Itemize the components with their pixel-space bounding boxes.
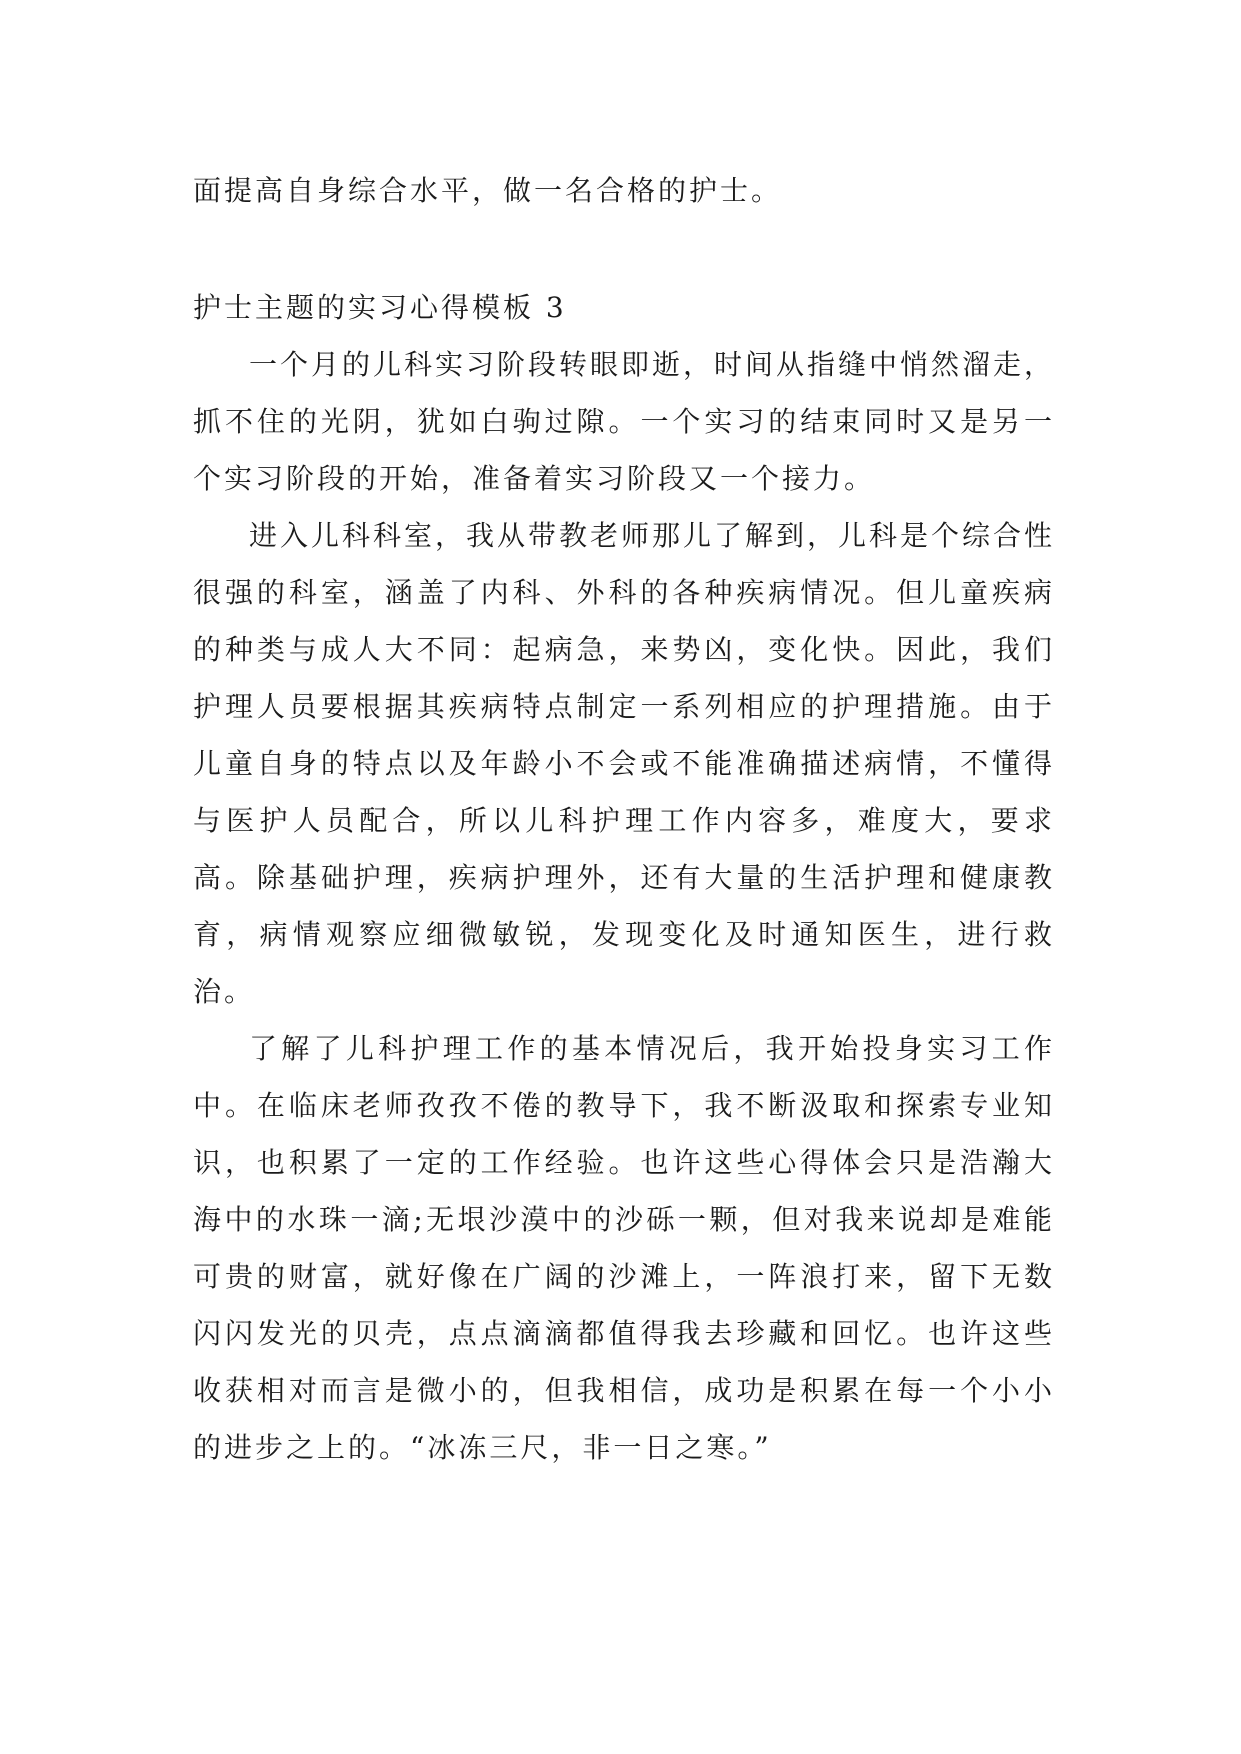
section-body bbox=[193, 336, 1055, 1476]
paragraph-1: 一个月的儿科实习阶段转眼即逝，时间从指缝中悄然溜走，抓不住的光阴，犹如白驹过隙。一个实习的结束同时又是另一个实习阶段的开始，准备着实习阶段又一个接力。 bbox=[193, 348, 1056, 495]
paragraph-3: 了解了儿科护理工作的基本情况后，我开始投身实习工作中。在临床老师孜孜不倦的教导下，我不断汲取和探索专业知识，也积累了一定的工作经验。也许这些心得体会只是浩瀚大海中的水珠一滴;无垠沙漠中的沙砾一颗，但对我来说却是难能可贵的财富，就好像在广阔的沙滩上，一阵浪打来，留下无数闪闪发光的贝壳，点点滴滴都值得我去珍藏和回忆。也许这些收获相对而言是微小的，但我相信，成功是积累在每一个小小的进步之上的。“冰冻三尺，非一日之寒。” bbox=[193, 1032, 1055, 1464]
section-title: 护士主题的实习心得模板 3 bbox=[193, 291, 567, 324]
paragraph-2: 进入儿科科室，我从带教老师那儿了解到，儿科是个综合性很强的科室，涵盖了内科、外科的各种疾病情况。但儿童疾病的种类与成人大不同：起病急，来势凶，变化快。因此，我们护理人员要根据其疾病特点制定一系列相应的护理措施。由于儿童自身的特点以及年龄小不会或不能准确描述病情，不懂得与医护人员配合，所以儿科护理工作内容多，难度大，要求高。除基础护理，疾病护理外，还有大量的生活护理和健康教育，病情观察应细微敏锐，发现变化及时通知医生，进行救治。 bbox=[193, 519, 1056, 1008]
carryover-paragraph: 面提高自身综合水平，做一名合格的护士。 bbox=[193, 174, 783, 207]
